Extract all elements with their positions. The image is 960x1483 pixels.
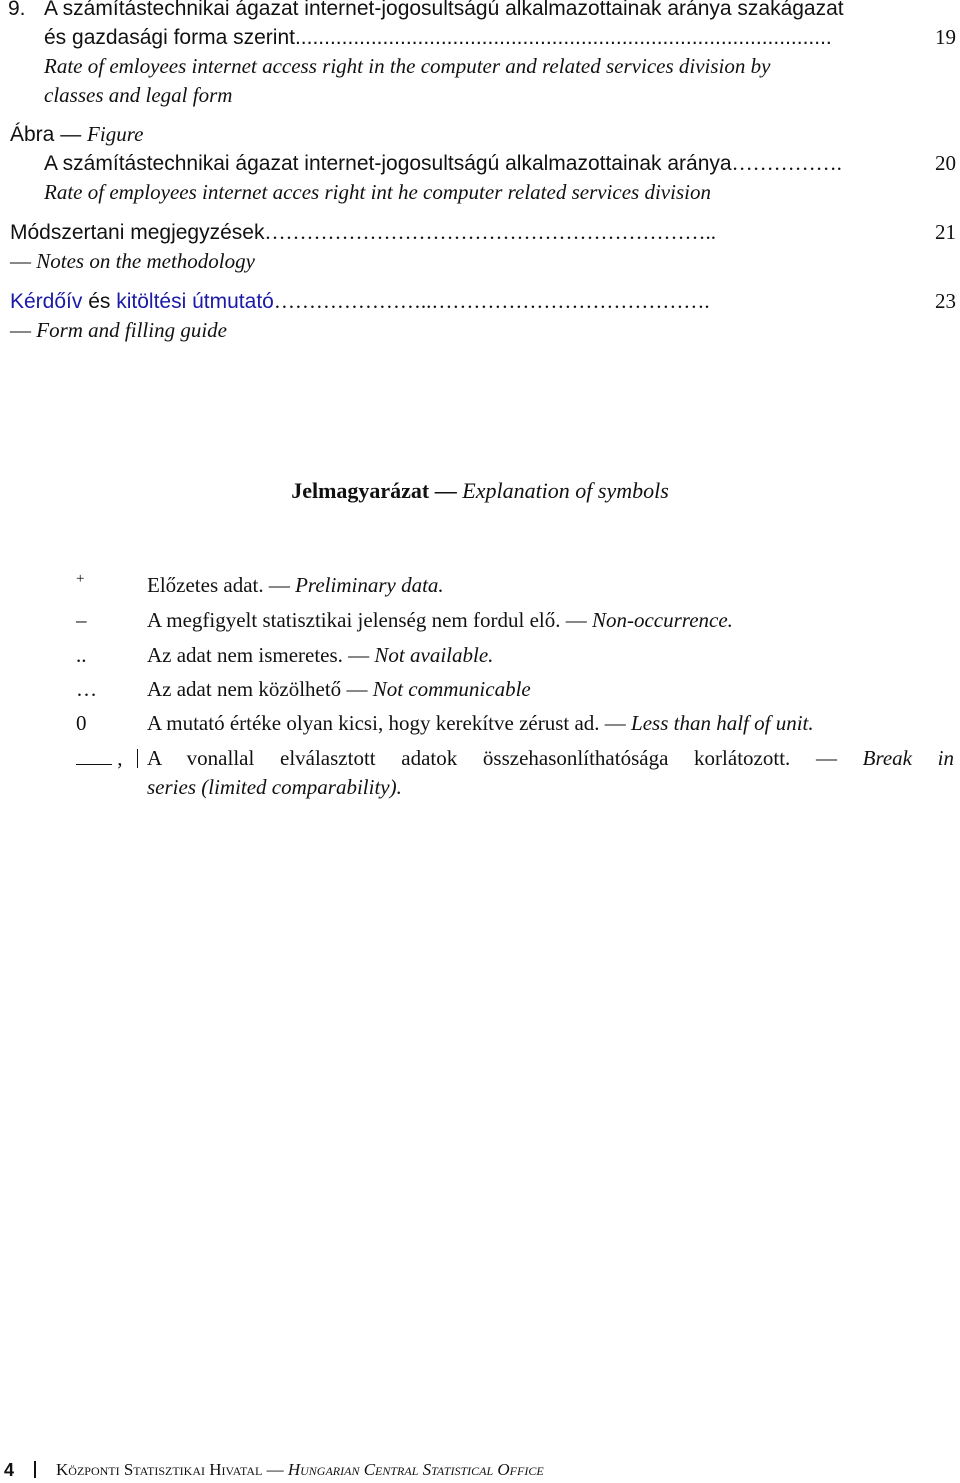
symbol-zero: 0 [76, 711, 87, 735]
legend-text: Előzetes adat. — Preliminary data. [147, 573, 444, 597]
toc-item-number: 9. [8, 0, 26, 20]
legend-text-line2: series (limited comparability). [147, 775, 402, 799]
toc-page-number: 20 [935, 151, 956, 175]
toc-item-hu-line2: és gazdasági forma szerint............................................................................................ [44, 26, 832, 49]
symbol-ellipsis: … [76, 677, 97, 701]
legend-text: Az adat nem ismeretes. — Not available. [147, 643, 494, 667]
toc-page-number: 19 [935, 25, 956, 49]
toc-item-en: Rate of employees internet acces right int he computer related services division [44, 180, 711, 204]
legend-text: Az adat nem közölhető — Not communicable [147, 677, 531, 701]
symbol-dash: – [76, 608, 87, 632]
symbol-two-dots: .. [76, 643, 87, 667]
legend-text: A mutató értéke olyan kicsi, hogy kerekítve zérust ad. — Less than half of unit. [147, 711, 814, 735]
filling-link[interactable]: kitöltési [116, 290, 187, 313]
legend-text: A megfigyelt statisztikai jelenség nem fordul elő. — Non-occurrence. [147, 608, 733, 632]
toc-item-hu: Kérdőív és kitöltési útmutató…………………..…………………………………. [10, 289, 710, 313]
footer-organization: Központi Statisztikai Hivatal — Hungarian Central Statistical Office [56, 1460, 544, 1479]
legend-heading: Jelmagyarázat — Explanation of symbols [291, 478, 669, 503]
form-link[interactable]: Kérdőív [10, 290, 83, 313]
toc-page-number: 21 [935, 220, 956, 244]
toc-item-en-line2: classes and legal form [44, 83, 233, 107]
toc-item-hu: Módszertani megjegyzések……………………………………………………….. [10, 220, 716, 244]
page-number: 4 [4, 1460, 15, 1480]
section-label: Ábra — Figure [10, 122, 144, 146]
toc-item-en: — Form and filling guide [10, 318, 227, 342]
toc-item-en: — Notes on the methodology [10, 249, 255, 273]
toc-item-en-line1: Rate of emloyees internet access right in the computer and related services division by [44, 54, 771, 78]
toc-item-hu: A számítástechnikai ágazat internet-jogosultságú alkalmazottainak aránya……………. [44, 151, 842, 175]
legend-text-line1: A vonallal elválasztott adatok összehasonlíthatósága korlátozott. — Break in [147, 746, 954, 770]
footer-divider [34, 1461, 36, 1478]
toc-item-hu-line1: A számítástechnikai ágazat internet-jogosultságú alkalmazottainak aránya szakágazat [44, 0, 844, 20]
symbol-plus: + [76, 571, 85, 587]
toc-page-number: 23 [935, 289, 956, 313]
underline-rule-icon [76, 748, 112, 765]
vertical-bar-icon [137, 749, 139, 768]
symbol-break: , [76, 744, 138, 773]
guide-link[interactable]: útmutató [192, 290, 274, 313]
